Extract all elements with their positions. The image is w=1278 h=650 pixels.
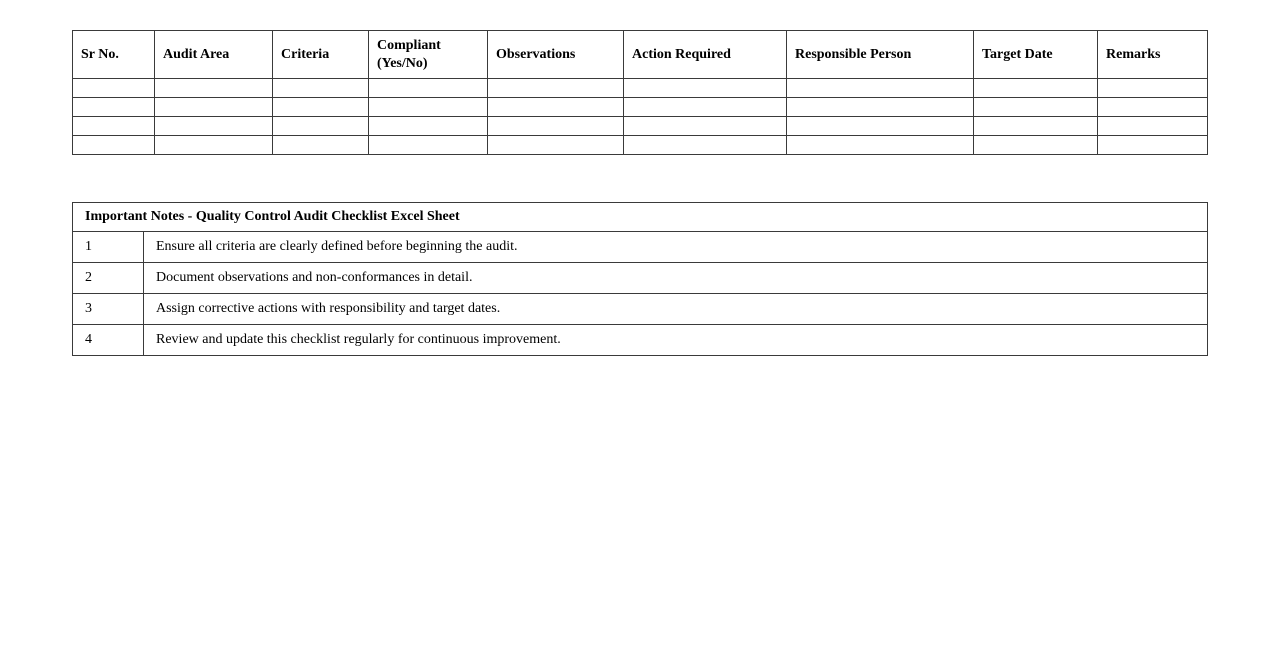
note-text: Assign corrective actions with responsibility and target dates. [144,294,1208,325]
empty-cell [624,79,787,98]
notes-title-row [73,203,1208,232]
note-number: 3 [73,294,144,325]
empty-cell [369,136,488,155]
table-row [73,117,1208,136]
table-row [73,79,1208,98]
note-number: 1 [73,232,144,263]
empty-cell [73,98,155,117]
audit-header-row [73,31,1208,79]
note-row [73,325,1208,356]
column-header-sr-no: Sr No. [73,31,155,79]
empty-cell [155,79,273,98]
empty-cell [624,136,787,155]
column-header-criteria: Criteria [273,31,369,79]
empty-cell [155,136,273,155]
empty-cell [369,98,488,117]
table-row [73,98,1208,117]
empty-cell [273,117,369,136]
column-header-target-date: Target Date [974,31,1098,79]
note-row [73,263,1208,294]
empty-cell [73,117,155,136]
column-header-compliant: Compliant (Yes/No) [369,31,488,79]
empty-cell [787,98,974,117]
empty-cell [624,117,787,136]
empty-cell [369,79,488,98]
note-text: Document observations and non-conformances in detail. [144,263,1208,294]
note-row [73,232,1208,263]
note-number: 4 [73,325,144,356]
empty-cell [488,98,624,117]
empty-cell [974,136,1098,155]
empty-cell [1098,136,1208,155]
empty-cell [1098,79,1208,98]
empty-cell [273,79,369,98]
empty-cell [155,117,273,136]
empty-cell [974,117,1098,136]
column-header-action-required: Action Required [624,31,787,79]
note-text: Ensure all criteria are clearly defined before beginning the audit. [144,232,1208,263]
audit-checklist-table [72,30,1208,155]
empty-cell [369,117,488,136]
empty-cell [488,117,624,136]
empty-cell [1098,98,1208,117]
note-text: Review and update this checklist regularly for continuous improvement. [144,325,1208,356]
empty-cell [624,98,787,117]
empty-cell [974,79,1098,98]
empty-cell [273,98,369,117]
column-header-audit-area: Audit Area [155,31,273,79]
empty-cell [787,117,974,136]
audit-empty-rows [73,79,1208,155]
column-header-responsible-person: Responsible Person [787,31,974,79]
empty-cell [488,79,624,98]
note-number: 2 [73,263,144,294]
empty-cell [787,79,974,98]
empty-cell [273,136,369,155]
note-row [73,294,1208,325]
important-notes-table [72,202,1208,356]
empty-cell [787,136,974,155]
notes-title: Important Notes - Quality Control Audit Checklist Excel Sheet [73,203,1208,232]
table-row [73,136,1208,155]
column-header-observations: Observations [488,31,624,79]
empty-cell [1098,117,1208,136]
empty-cell [974,98,1098,117]
empty-cell [488,136,624,155]
empty-cell [73,136,155,155]
column-header-remarks: Remarks [1098,31,1208,79]
empty-cell [73,79,155,98]
empty-cell [155,98,273,117]
